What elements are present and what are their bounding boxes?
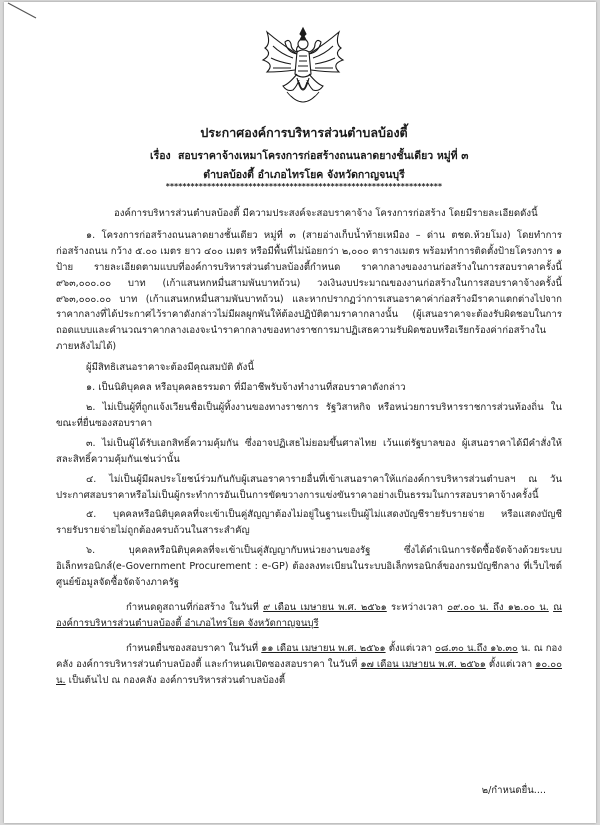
site-visit-location: ณ องค์การบริหารส่วนตำบลบ้องตี้ อำเภอไทรโยค จังหวัดกาญจนบุรี xyxy=(56,601,562,629)
qualification-1: ๑. เป็นนิติบุคคล หรือบุคคลธรรมดา ที่มีอาชีพรับจ้างทำงานที่สอบราคาดังกล่าว xyxy=(86,382,406,394)
submission-time: ๐๘.๓๐ น.ถึง ๑๖.๓๐ xyxy=(435,642,518,654)
qualification-3: ๓. ไม่เป็นผู้ได้รับเอกสิทธิ์ความคุ้มกัน ซึ่งอาจปฏิเสธไม่ยอมขึ้นศาลไทย เว้นแต่รัฐบาลของ ผู้เสนอราคาได้มีคำสั่งให้สละสิทธิ์ความคุ้มกันเช่นว่านั้น xyxy=(56,437,562,465)
document-body xyxy=(56,206,562,688)
qualification-6: ๖. บุคคลหรือนิติบุคคลที่จะเข้าเป็นคู่สัญญากับหน่วยงานของรัฐ ซึ่งได้ดำเนินการจัดซื้อจัดจ้างด้วยระบบอิเล็กทรอนิกส์(e-Government Procurement : e-GP) ต้องลงทะเบียนในระบบอิเล็กทรอนิกส์ของกรมบัญชีกลาง ที่เว็บไซต์ศูนย์ข้อมูลจัดซื้อจัดจ้างภาครัฐ xyxy=(56,545,562,589)
subject-line-1 xyxy=(150,147,468,164)
separator-stars: ******************************************************************* xyxy=(165,182,443,191)
site-visit-time: ๐๙.๐๐ น. ถึง ๑๒.๐๐ น. xyxy=(447,601,549,613)
submission-text-3: เป็นต้นไป ณ กองคลัง องค์การบริหารส่วนตำบลบ้องตี้ xyxy=(68,674,286,686)
scan-corner-mark xyxy=(6,2,40,22)
bid-opening-mid: ตั้งแต่เวลา xyxy=(488,658,533,670)
document-title: ประกาศองค์การบริหารส่วนตำบลบ้องตี้ xyxy=(200,125,408,140)
garuda-emblem-icon xyxy=(257,24,349,114)
subject-label: เรื่อง xyxy=(150,150,171,162)
bid-opening-date: ๑๗ เดือน เมษายน พ.ศ. ๒๕๖๑ xyxy=(360,658,486,670)
site-visit-mid: ระหว่างเวลา xyxy=(391,601,444,613)
bid-opening-time: ๑๐.๐๐ น. xyxy=(56,658,562,686)
submission-date: ๑๑ เดือน เมษายน พ.ศ. ๒๕๖๑ xyxy=(261,642,386,654)
qualification-4: ๔. ไม่เป็นผู้มีผลประโยชน์ร่วมกันกับผู้เสนอราคารายอื่นที่เข้าเสนอราคาให้แก่องค์การบริหารส่วนตำบลฯ ณ วันประกาศสอบราคาหรือไม่เป็นผู้กระทำการอันเป็นการขัดขวางการแข่งขันราคาอย่างเป็นธรรมในการสอบราคาจ้างครั้งนี้ xyxy=(56,473,562,501)
submission-text-2: น. ณ กองคลัง องค์การบริหารส่วนตำบลบ้องตี้ และกำหนดเปิดซองสอบราคา ในวันที่ xyxy=(56,642,562,670)
submission-mid: ตั้งแต่เวลา xyxy=(388,642,432,654)
subject-text-1: สอบราคาจ้างเหมาโครงการก่อสร้างถนนลาดยางชั้นเดียว หมู่ที่ ๓ xyxy=(177,150,469,162)
item-1-paragraph: ๑. โครงการก่อสร้างถนนลาดยางชั้นเดียว หมู่ที่ ๓ (สายอ่างเก็บน้ำท้ายเหมือง – ด่าน ตชด.ห้วยโมง) โดยทำการก่อสร้างถนน กว้าง ๕.๐๐ เมตร ยาว ๔๐๐ เมตร หรือมีพื้นที่ไม่น้อยกว่า ๒,๐๐๐ ตารางเมตร พร้อมทำการติดตั้งป้ายโครงการ ๑ ป้าย รายละเอียดตามแบบที่องค์การบริหารส่วนตำบลบ้องตี้กำหนด ราคากลางของงานก่อสร้างในการสอบราคาครั้งนี้ ๙๖๓,๐๐๐.๐๐ บาท (เก้าแสนหกหมื่นสามพันบาทถ้วน) วงเงินงบประมาณของงานก่อสร้างในการสอบราคาจ้างครั้งนี้ ๙๖๓,๐๐๐.๐๐ บาท (เก้าแสนหกหมื่นสามพันบาทถ้วน) และหากปรากฏว่าการเสนอราคาค่าก่อสร้างมีราคาแตกต่างไปจากราคากลางที่ได้ประกาศไว้ราคาดังกล่าวไม่มีผลผูกพันให้ต้องปฏิบัติตามราคากลางนั้น (ผู้เสนอราคาจะต้องรับผิดชอบในการถอดแบบและคำนวณราคากลางเองจะนำราคากลางของทางราชการมาปฏิเสธความรับผิดชอบหรือเรียกร้องค่าก่อสร้างในภายหลังไม่ได้) xyxy=(56,229,562,353)
subject-line-2: ตำบลบ้องตี้ อำเภอไทรโยค จังหวัดกาญจนบุรี xyxy=(203,169,405,181)
qualification-2: ๒. ไม่เป็นผู้ที่ถูกแจ้งเวียนชื่อเป็นผู้ทิ้งงานของทางราชการ รัฐวิสาหกิจ หรือหน่วยการบริหารราชการส่วนท้องถิ่น ในขณะที่ยื่นซองสอบราคา xyxy=(56,401,562,429)
site-visit-prefix: กำหนดดูสถานที่ก่อสร้าง ในวันที่ xyxy=(126,601,259,613)
continuation-note: ๒/กำหนดยื่น.... xyxy=(481,785,546,796)
submission-prefix: กำหนดยื่นซองสอบราคา ในวันที่ xyxy=(126,642,259,654)
document-page xyxy=(4,2,596,823)
site-visit-date: ๙ เดือน เมษายน พ.ศ. ๒๕๖๑ xyxy=(263,601,387,613)
submission-paragraph xyxy=(56,641,562,689)
qualification-5: ๕. บุคคลหรือนิติบุคคลที่จะเข้าเป็นคู่สัญญาต้องไม่อยู่ในฐานะเป็นผู้ไม่แสดงบัญชีรายรับรายจ่าย หรือแสดงบัญชีรายรับรายจ่ายไม่ถูกต้องครบถ้วนในสาระสำคัญ xyxy=(56,509,562,537)
intro-paragraph: องค์การบริหารส่วนตำบลบ้องตี้ มีความประสงค์จะสอบราคาจ้าง โครงการก่อสร้าง โดยมีรายละเอียดดังนี้ xyxy=(114,208,538,219)
site-visit-paragraph xyxy=(56,600,562,632)
qualifications-heading: ผู้มีสิทธิเสนอราคาจะต้องมีคุณสมบัติ ดังนี้ xyxy=(86,362,254,374)
